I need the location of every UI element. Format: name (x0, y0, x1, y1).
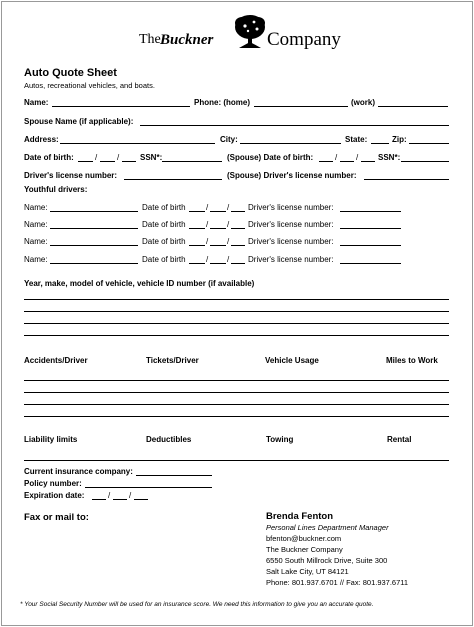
vehicle-usage-header: Vehicle Usage (265, 356, 319, 365)
logo-company: Company (267, 29, 341, 50)
state-label: State: (345, 135, 368, 144)
form-subtitle: Autos, recreational vehicles, and boats. (24, 81, 155, 90)
miles-to-work-header: Miles to Work (386, 356, 438, 365)
phone-work-field[interactable] (378, 106, 448, 107)
address-label: Address: (24, 135, 59, 144)
phone-home-label: Phone: (home) (194, 98, 250, 107)
youth-name-label: Name: (24, 237, 48, 246)
youth-name-label: Name: (24, 203, 48, 212)
ssn-footnote: * Your Social Security Number will be used for an insurance score. We need this information to give you an accurate quote. (20, 601, 374, 608)
youth-dob-slash-2: / (227, 220, 230, 229)
current-company-field[interactable] (136, 475, 212, 476)
liability-header: Liability limits (24, 435, 78, 444)
zip-label: Zip: (392, 135, 407, 144)
youth-name-label: Name: (24, 255, 48, 264)
tickets-header: Tickets/Driver (146, 356, 199, 365)
youth-license-label: Driver's license number: (248, 255, 334, 264)
youth-dob-slash-1: / (206, 220, 209, 229)
youth-name-field[interactable] (50, 263, 138, 264)
youth-dob-month[interactable] (189, 228, 205, 229)
youth-dob-month[interactable] (189, 245, 205, 246)
contact-email[interactable]: bfenton@buckner.com (266, 534, 342, 543)
ssn-field[interactable] (162, 161, 222, 162)
dob-slash-1: / (95, 153, 98, 162)
accidents-header: Accidents/Driver (24, 356, 88, 365)
current-company-label: Current insurance company: (24, 467, 133, 476)
dob-label: Date of birth: (24, 153, 74, 162)
youth-dob-label: Date of birth (142, 220, 186, 229)
youth-dob-slash-1: / (206, 255, 209, 264)
youth-dob-slash-1: / (206, 237, 209, 246)
vehicle-line[interactable] (24, 335, 449, 336)
logo-buckner: Buckner (160, 32, 214, 48)
youth-license-label: Driver's license number: (248, 220, 334, 229)
spouse-dob-slash-1: / (335, 153, 338, 162)
youth-dob-slash-2: / (227, 255, 230, 264)
youth-dob-label: Date of birth (142, 255, 186, 264)
youth-dob-year[interactable] (231, 263, 245, 264)
vehicle-label: Year, make, model of vehicle, vehicle ID number (if available) (24, 279, 255, 288)
contact-city: Salt Lake City, UT 84121 (266, 567, 349, 576)
youth-dob-day[interactable] (210, 263, 226, 264)
phone-work-label: (work) (351, 98, 375, 107)
spouse-dob-month[interactable] (319, 161, 333, 162)
expiration-slash-1: / (108, 491, 111, 500)
expiration-label: Expiration date: (24, 491, 85, 500)
form-title: Auto Quote Sheet (24, 67, 117, 79)
expiration-year[interactable] (134, 499, 148, 500)
name-label: Name: (24, 98, 49, 107)
name-field[interactable] (52, 106, 190, 107)
contact-company: The Buckner Company (266, 545, 343, 554)
spouse-dob-label: (Spouse) Date of birth: (227, 153, 314, 162)
policy-label: Policy number: (24, 479, 82, 488)
youth-dob-slash-2: / (227, 237, 230, 246)
youth-license-field[interactable] (340, 263, 401, 264)
youth-license-label: Driver's license number: (248, 203, 334, 212)
vehicle-line[interactable] (24, 323, 449, 324)
spouse-name-field[interactable] (140, 125, 449, 126)
ssn-label: SSN*: (140, 153, 163, 162)
youth-name-field[interactable] (50, 228, 138, 229)
logo-the: The (139, 32, 161, 47)
tree-icon (233, 14, 267, 50)
phone-home-field[interactable] (254, 106, 348, 107)
youthful-drivers-label: Youthful drivers: (24, 185, 88, 194)
youth-name-field[interactable] (50, 211, 138, 212)
youth-dob-day[interactable] (210, 228, 226, 229)
youth-dob-year[interactable] (231, 228, 245, 229)
youth-name-field[interactable] (50, 245, 138, 246)
youth-dob-label: Date of birth (142, 237, 186, 246)
youth-dob-month[interactable] (189, 211, 205, 212)
spouse-ssn-label: SSN*: (378, 153, 401, 162)
contact-phones: Phone: 801.937.6701 // Fax: 801.937.6711 (266, 578, 409, 587)
youth-license-label: Driver's license number: (248, 237, 334, 246)
license-label: Driver's license number: (24, 171, 118, 180)
dob-day[interactable] (100, 161, 115, 162)
spouse-dob-day[interactable] (340, 161, 354, 162)
zip-field[interactable] (409, 143, 449, 144)
youth-license-field[interactable] (340, 245, 401, 246)
youth-dob-day[interactable] (210, 211, 226, 212)
fax-or-mail-label: Fax or mail to: (24, 512, 89, 523)
spouse-dob-slash-2: / (356, 153, 359, 162)
spouse-license-field[interactable] (364, 179, 449, 180)
youth-dob-day[interactable] (210, 245, 226, 246)
youth-license-field[interactable] (340, 211, 401, 212)
expiration-month[interactable] (92, 499, 106, 500)
dob-year[interactable] (122, 161, 136, 162)
state-field[interactable] (371, 143, 389, 144)
contact-role: Personal Lines Department Manager (266, 523, 389, 532)
address-field[interactable] (60, 143, 215, 144)
expiration-day[interactable] (113, 499, 127, 500)
youth-dob-month[interactable] (189, 263, 205, 264)
vehicle-line[interactable] (24, 299, 449, 300)
rental-header: Rental (387, 435, 412, 444)
accidents-line[interactable] (24, 392, 449, 393)
dob-month[interactable] (78, 161, 93, 162)
spouse-name-label: Spouse Name (if applicable): (24, 117, 134, 126)
deductibles-header: Deductibles (146, 435, 192, 444)
policy-field[interactable] (85, 487, 212, 488)
license-field[interactable] (124, 179, 222, 180)
expiration-slash-2: / (129, 491, 132, 500)
spouse-license-label: (Spouse) Driver's license number: (227, 171, 357, 180)
youth-license-field[interactable] (340, 228, 401, 229)
dob-slash-2: / (117, 153, 120, 162)
youth-dob-label: Date of birth (142, 203, 186, 212)
coverage-line[interactable] (24, 460, 449, 461)
city-field[interactable] (240, 143, 341, 144)
contact-name: Brenda Fenton (266, 511, 334, 522)
page-border (1, 1, 473, 626)
city-label: City: (220, 135, 238, 144)
accidents-line[interactable] (24, 380, 449, 381)
youth-dob-year[interactable] (231, 211, 245, 212)
spouse-dob-year[interactable] (361, 161, 375, 162)
spouse-ssn-field[interactable] (401, 161, 449, 162)
towing-header: Towing (266, 435, 294, 444)
vehicle-line[interactable] (24, 311, 449, 312)
youth-dob-slash-2: / (227, 203, 230, 212)
youth-name-label: Name: (24, 220, 48, 229)
youth-dob-year[interactable] (231, 245, 245, 246)
accidents-line[interactable] (24, 416, 449, 417)
accidents-line[interactable] (24, 404, 449, 405)
contact-street: 6550 South Millrock Drive, Suite 300 (266, 556, 388, 565)
youth-dob-slash-1: / (206, 203, 209, 212)
